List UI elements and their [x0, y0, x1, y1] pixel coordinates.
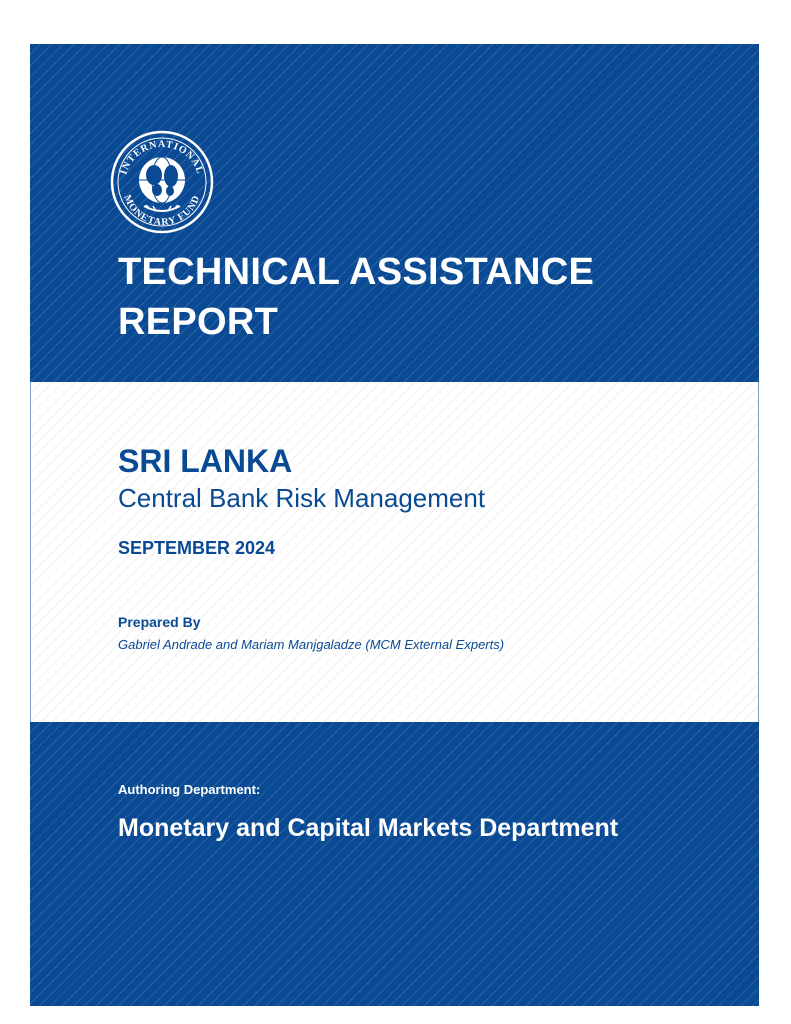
- imf-seal-icon: [110, 130, 214, 234]
- report-title-line-1: TECHNICAL ASSISTANCE: [118, 251, 595, 293]
- imf-seal-logo: [110, 130, 214, 234]
- authoring-department-name: Monetary and Capital Markets Department: [118, 814, 619, 842]
- seal-bottom-text: MONETARY FUND: [121, 193, 203, 229]
- prepared-by-label: Prepared By: [118, 614, 201, 630]
- report-title: [118, 247, 718, 347]
- seal-top-text: INTERNATIONAL: [118, 138, 206, 176]
- country-heading: SRI LANKA: [118, 443, 293, 479]
- authoring-department-label: Authoring Department:: [118, 782, 261, 797]
- footer-band: [30, 722, 759, 1006]
- report-title-line-2: REPORT: [118, 301, 279, 343]
- report-subject: Central Bank Risk Management: [118, 483, 486, 513]
- report-cover: [30, 44, 759, 1006]
- prepared-by-names: Gabriel Andrade and Mariam Manjgaladze (MCM External Experts): [118, 637, 505, 652]
- report-date: SEPTEMBER 2024: [118, 538, 276, 558]
